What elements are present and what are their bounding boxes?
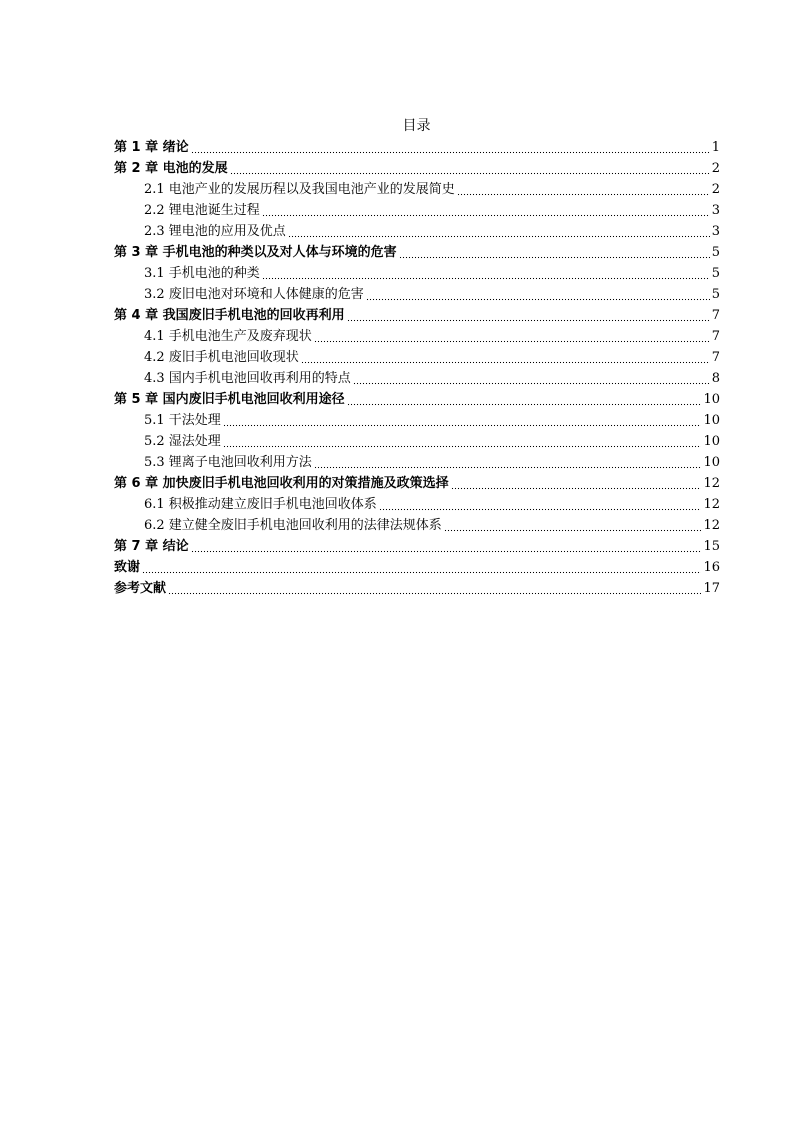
toc-entry-label: 2.1 电池产业的发展历程以及我国电池产业的发展简史 [144,182,455,197]
dot-leader [168,581,701,595]
dot-leader [399,245,710,259]
toc-entry-label: 2.2 锂电池诞生过程 [144,203,260,218]
toc-entry-page: 12 [703,518,720,533]
toc-entry-chapter-2[interactable] [114,157,720,178]
toc-entry-label: 第 3 章 手机电池的种类以及对人体与环境的危害 [114,245,397,260]
toc-entry-label: 4.2 废旧手机电池回收现状 [144,350,299,365]
dot-leader [191,539,702,553]
toc-entry-section-5-3[interactable] [114,451,720,472]
toc-entry-page: 12 [703,497,720,512]
toc-entry-label: 5.2 湿法处理 [144,434,221,449]
toc-entry-label: 参考文献 [114,581,167,596]
toc-entry-acknowledgements[interactable] [114,556,720,577]
dot-leader [191,140,710,154]
toc-entry-section-4-3[interactable] [114,367,720,388]
toc-entry-label: 3.1 手机电池的种类 [144,266,260,281]
toc-entry-section-3-2[interactable] [114,283,720,304]
dot-leader [142,560,701,574]
toc-entry-section-4-2[interactable] [114,346,720,367]
table-of-contents [114,136,720,598]
toc-entry-page: 10 [703,455,720,470]
dot-leader [223,434,702,448]
toc-entry-page: 17 [703,581,720,596]
dot-leader [444,518,702,532]
toc-entry-chapter-5[interactable] [114,388,720,409]
toc-entry-page: 1 [711,140,720,155]
dot-leader [353,371,710,385]
toc-entry-label: 第 6 章 加快废旧手机电池回收利用的对策措施及政策选择 [114,476,449,491]
toc-entry-page: 2 [711,182,720,197]
toc-entry-label: 6.2 建立健全废旧手机电池回收利用的法律法规体系 [144,518,442,533]
toc-entry-page: 5 [711,287,720,302]
toc-entry-section-3-1[interactable] [114,262,720,283]
toc-entry-page: 10 [703,392,720,407]
toc-entry-chapter-3[interactable] [114,241,720,262]
dot-leader [301,350,710,364]
toc-entry-page: 7 [711,308,720,323]
toc-entry-references[interactable] [114,577,720,598]
dot-leader [347,308,710,322]
toc-entry-label: 第 1 章 绪论 [114,140,189,155]
toc-entry-page: 2 [711,161,720,176]
dot-leader [366,287,710,301]
toc-entry-page: 10 [703,413,720,428]
toc-entry-label: 6.1 积极推动建立废旧手机电池回收体系 [144,497,377,512]
toc-entry-page: 10 [703,434,720,449]
toc-entry-label: 5.3 锂离子电池回收利用方法 [144,455,312,470]
toc-entry-label: 3.2 废旧电池对环境和人体健康的危害 [144,287,364,302]
dot-leader [451,476,702,490]
toc-entry-label: 致谢 [114,560,141,575]
toc-entry-chapter-7[interactable] [114,535,720,556]
toc-entry-page: 16 [703,560,720,575]
dot-leader [230,161,710,175]
toc-entry-page: 8 [711,371,720,386]
dot-leader [314,329,710,343]
toc-entry-page: 3 [711,203,720,218]
dot-leader [379,497,702,511]
dot-leader [288,224,710,238]
dot-leader [314,455,702,469]
toc-entry-section-4-1[interactable] [114,325,720,346]
toc-entry-page: 5 [711,245,720,260]
toc-entry-section-2-1[interactable] [114,178,720,199]
toc-entry-label: 第 5 章 国内废旧手机电池回收利用途径 [114,392,345,407]
toc-entry-label: 4.3 国内手机电池回收再利用的特点 [144,371,351,386]
toc-entry-label: 2.3 锂电池的应用及优点 [144,224,286,239]
toc-entry-page: 15 [703,539,720,554]
toc-entry-page: 3 [711,224,720,239]
toc-entry-section-2-2[interactable] [114,199,720,220]
toc-entry-label: 第 7 章 结论 [114,539,189,554]
toc-entry-page: 7 [711,329,720,344]
toc-entry-section-2-3[interactable] [114,220,720,241]
toc-entry-chapter-6[interactable] [114,472,720,493]
toc-entry-section-6-1[interactable] [114,493,720,514]
toc-entry-label: 4.1 手机电池生产及废弃现状 [144,329,312,344]
toc-entry-page: 12 [703,476,720,491]
toc-entry-chapter-1[interactable] [114,136,720,157]
dot-leader [262,203,710,217]
toc-entry-section-5-1[interactable] [114,409,720,430]
dot-leader [223,413,702,427]
toc-entry-section-6-2[interactable] [114,514,720,535]
toc-entry-label: 第 2 章 电池的发展 [114,161,228,176]
toc-entry-label: 5.1 干法处理 [144,413,221,428]
toc-title: 目录 [402,118,431,134]
dot-leader [457,182,710,196]
toc-entry-page: 7 [711,350,720,365]
toc-entry-chapter-4[interactable] [114,304,720,325]
toc-entry-label: 第 4 章 我国废旧手机电池的回收再利用 [114,308,345,323]
toc-entry-page: 5 [711,266,720,281]
toc-entry-section-5-2[interactable] [114,430,720,451]
dot-leader [347,392,702,406]
dot-leader [262,266,710,280]
